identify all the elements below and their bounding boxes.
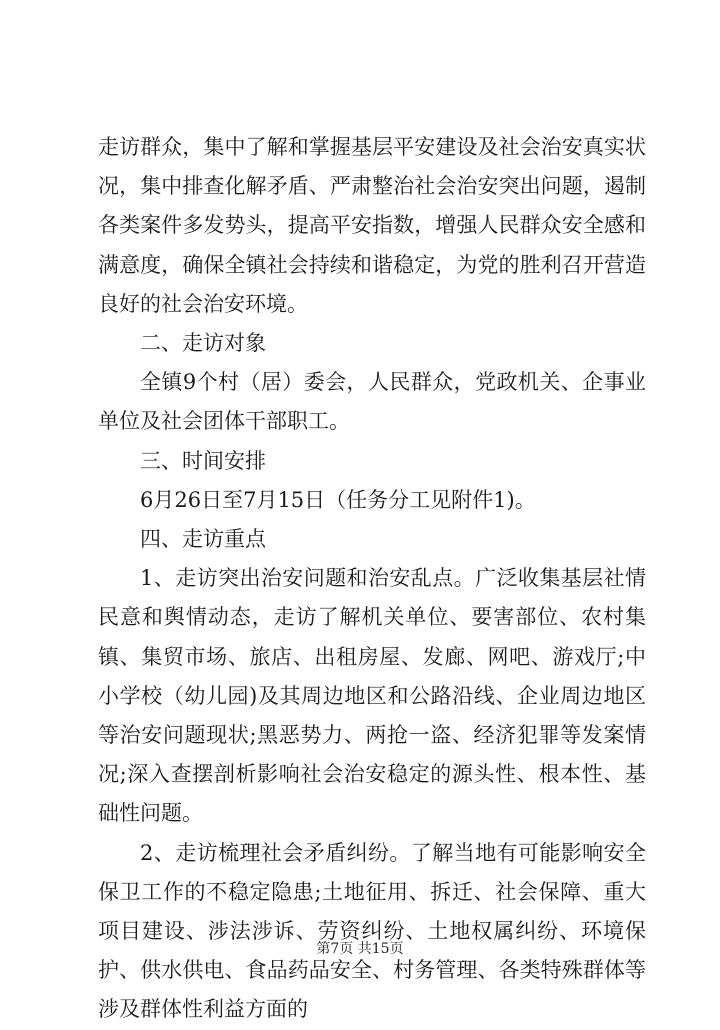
document-body: [98, 128, 646, 1030]
paragraph-intro: 走访群众，集中了解和掌握基层平安建设及社会治安真实状况，集中排查化解矛盾、严肃整治社会治安突出问题，遏制各类案件多发势头，提高平安指数，增强人民群众安全感和满意度，确保全镇社会持续和谐稳定，为党的胜利召开营造良好的社会治安环境。: [98, 135, 646, 316]
paragraph-focus-item-1: 1、走访突出治安问题和治安乱点。广泛收集基层社情民意和舆情动态，走访了解机关单位、要害部位、农村集镇、集贸市场、旅店、出租房屋、发廊、网吧、游戏厅;中小学校（幼儿园)及其周边地区和公路沿线、企业周边地区等治安问题现状;黑恶势力、两抢一盗、经济犯罪等发案情况;深入查摆剖析影响社会治安稳定的源头性、根本性、基础性问题。: [98, 566, 646, 826]
paragraph-visit-targets: 全镇9个村（居）委会，人民群众，党政机关、企事业单位及社会团体干部职工。: [98, 370, 646, 434]
page-number-footer: 第7页 共15页: [316, 941, 404, 957]
heading-visit-focus: 四、走访重点: [140, 527, 266, 552]
paragraph-schedule: 6月26日至7月15日（任务分工见附件1)。: [140, 487, 536, 512]
paragraph-focus-item-2: 2、走访梳理社会矛盾纠纷。了解当地有可能影响安全保卫工作的不稳定隐患;土地征用、拆迁、社会保障、重大项目建设、涉法涉诉、劳资纠纷、土地权属纠纷、环境保护、供水供电、食品药品安全、村务管理、各类特殊群体等涉及群体性利益方面的: [98, 840, 646, 1022]
heading-visit-targets: 二、走访对象: [140, 331, 266, 356]
heading-schedule: 三、时间安排: [140, 448, 266, 473]
